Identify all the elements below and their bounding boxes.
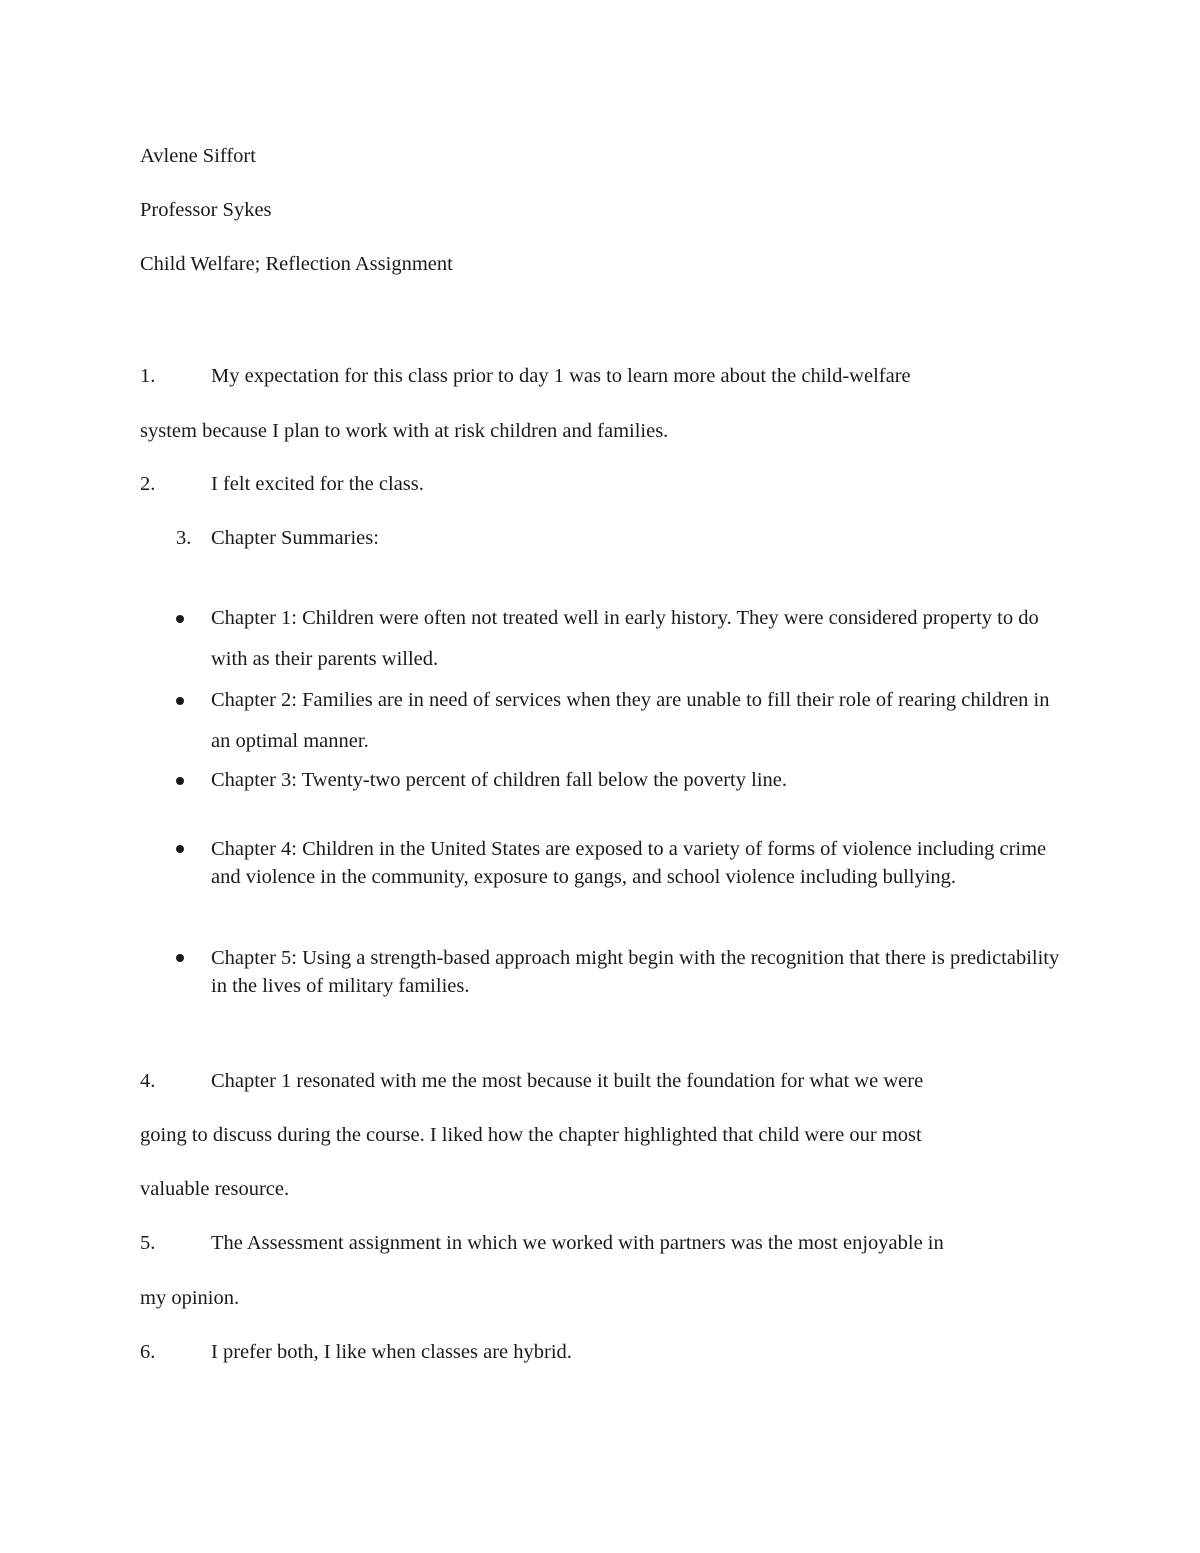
answer-text-continued: my opinion. [140,1287,240,1309]
answer-text-continued: going to discuss during the course. I liked how the chapter highlighted that child were our most [140,1124,922,1146]
professor-name: Professor Sykes [140,199,272,221]
bullet-icon [176,697,184,705]
student-name: Avlene Siffort [140,145,256,167]
answer-text-continued: valuable resource. [140,1178,290,1200]
bullet-icon [176,615,184,623]
bullet-icon [176,954,184,962]
answer-number: 5. [140,1232,156,1254]
answer-number: 6. [140,1341,156,1363]
bullet-icon [176,845,184,853]
answer-number: 3. [176,527,192,549]
course-title: Child Welfare; Reflection Assignment [140,253,453,275]
answer-number: 1. [140,365,156,387]
answer-number: 4. [140,1070,156,1092]
answer-text: I felt excited for the class. [211,473,424,495]
chapter-summary-item: Chapter 5: Using a strength-based approach might begin with the recognition that there is predictability in the lives of military families. [211,947,1060,997]
answer-text: Chapter Summaries: [211,527,379,549]
answer-text: I prefer both, I like when classes are hybrid. [211,1341,572,1363]
chapter-summary-item: Chapter 2: Families are in need of services when they are unable to fill their role of rearing children in an optimal manner. [211,689,1050,752]
chapter-summary-item: Chapter 3: Twenty-two percent of children fall below the poverty line. [211,769,787,791]
answer-number: 2. [140,473,156,495]
answer-text: My expectation for this class prior to day 1 was to learn more about the child-welfare [211,365,911,387]
answer-text: Chapter 1 resonated with me the most because it built the foundation for what we were [211,1070,924,1092]
bullet-icon [176,777,184,785]
answer-text: The Assessment assignment in which we worked with partners was the most enjoyable in [211,1232,944,1254]
chapter-summary-item: Chapter 1: Children were often not treated well in early history. They were considered property to do with as their parents willed. [211,607,1039,670]
answer-text-continued: system because I plan to work with at risk children and families. [140,420,669,442]
chapter-summary-item: Chapter 4: Children in the United States are exposed to a variety of forms of violence including crime and violence in the community, exposure to gangs, and school violence including bullying. [211,838,1047,888]
